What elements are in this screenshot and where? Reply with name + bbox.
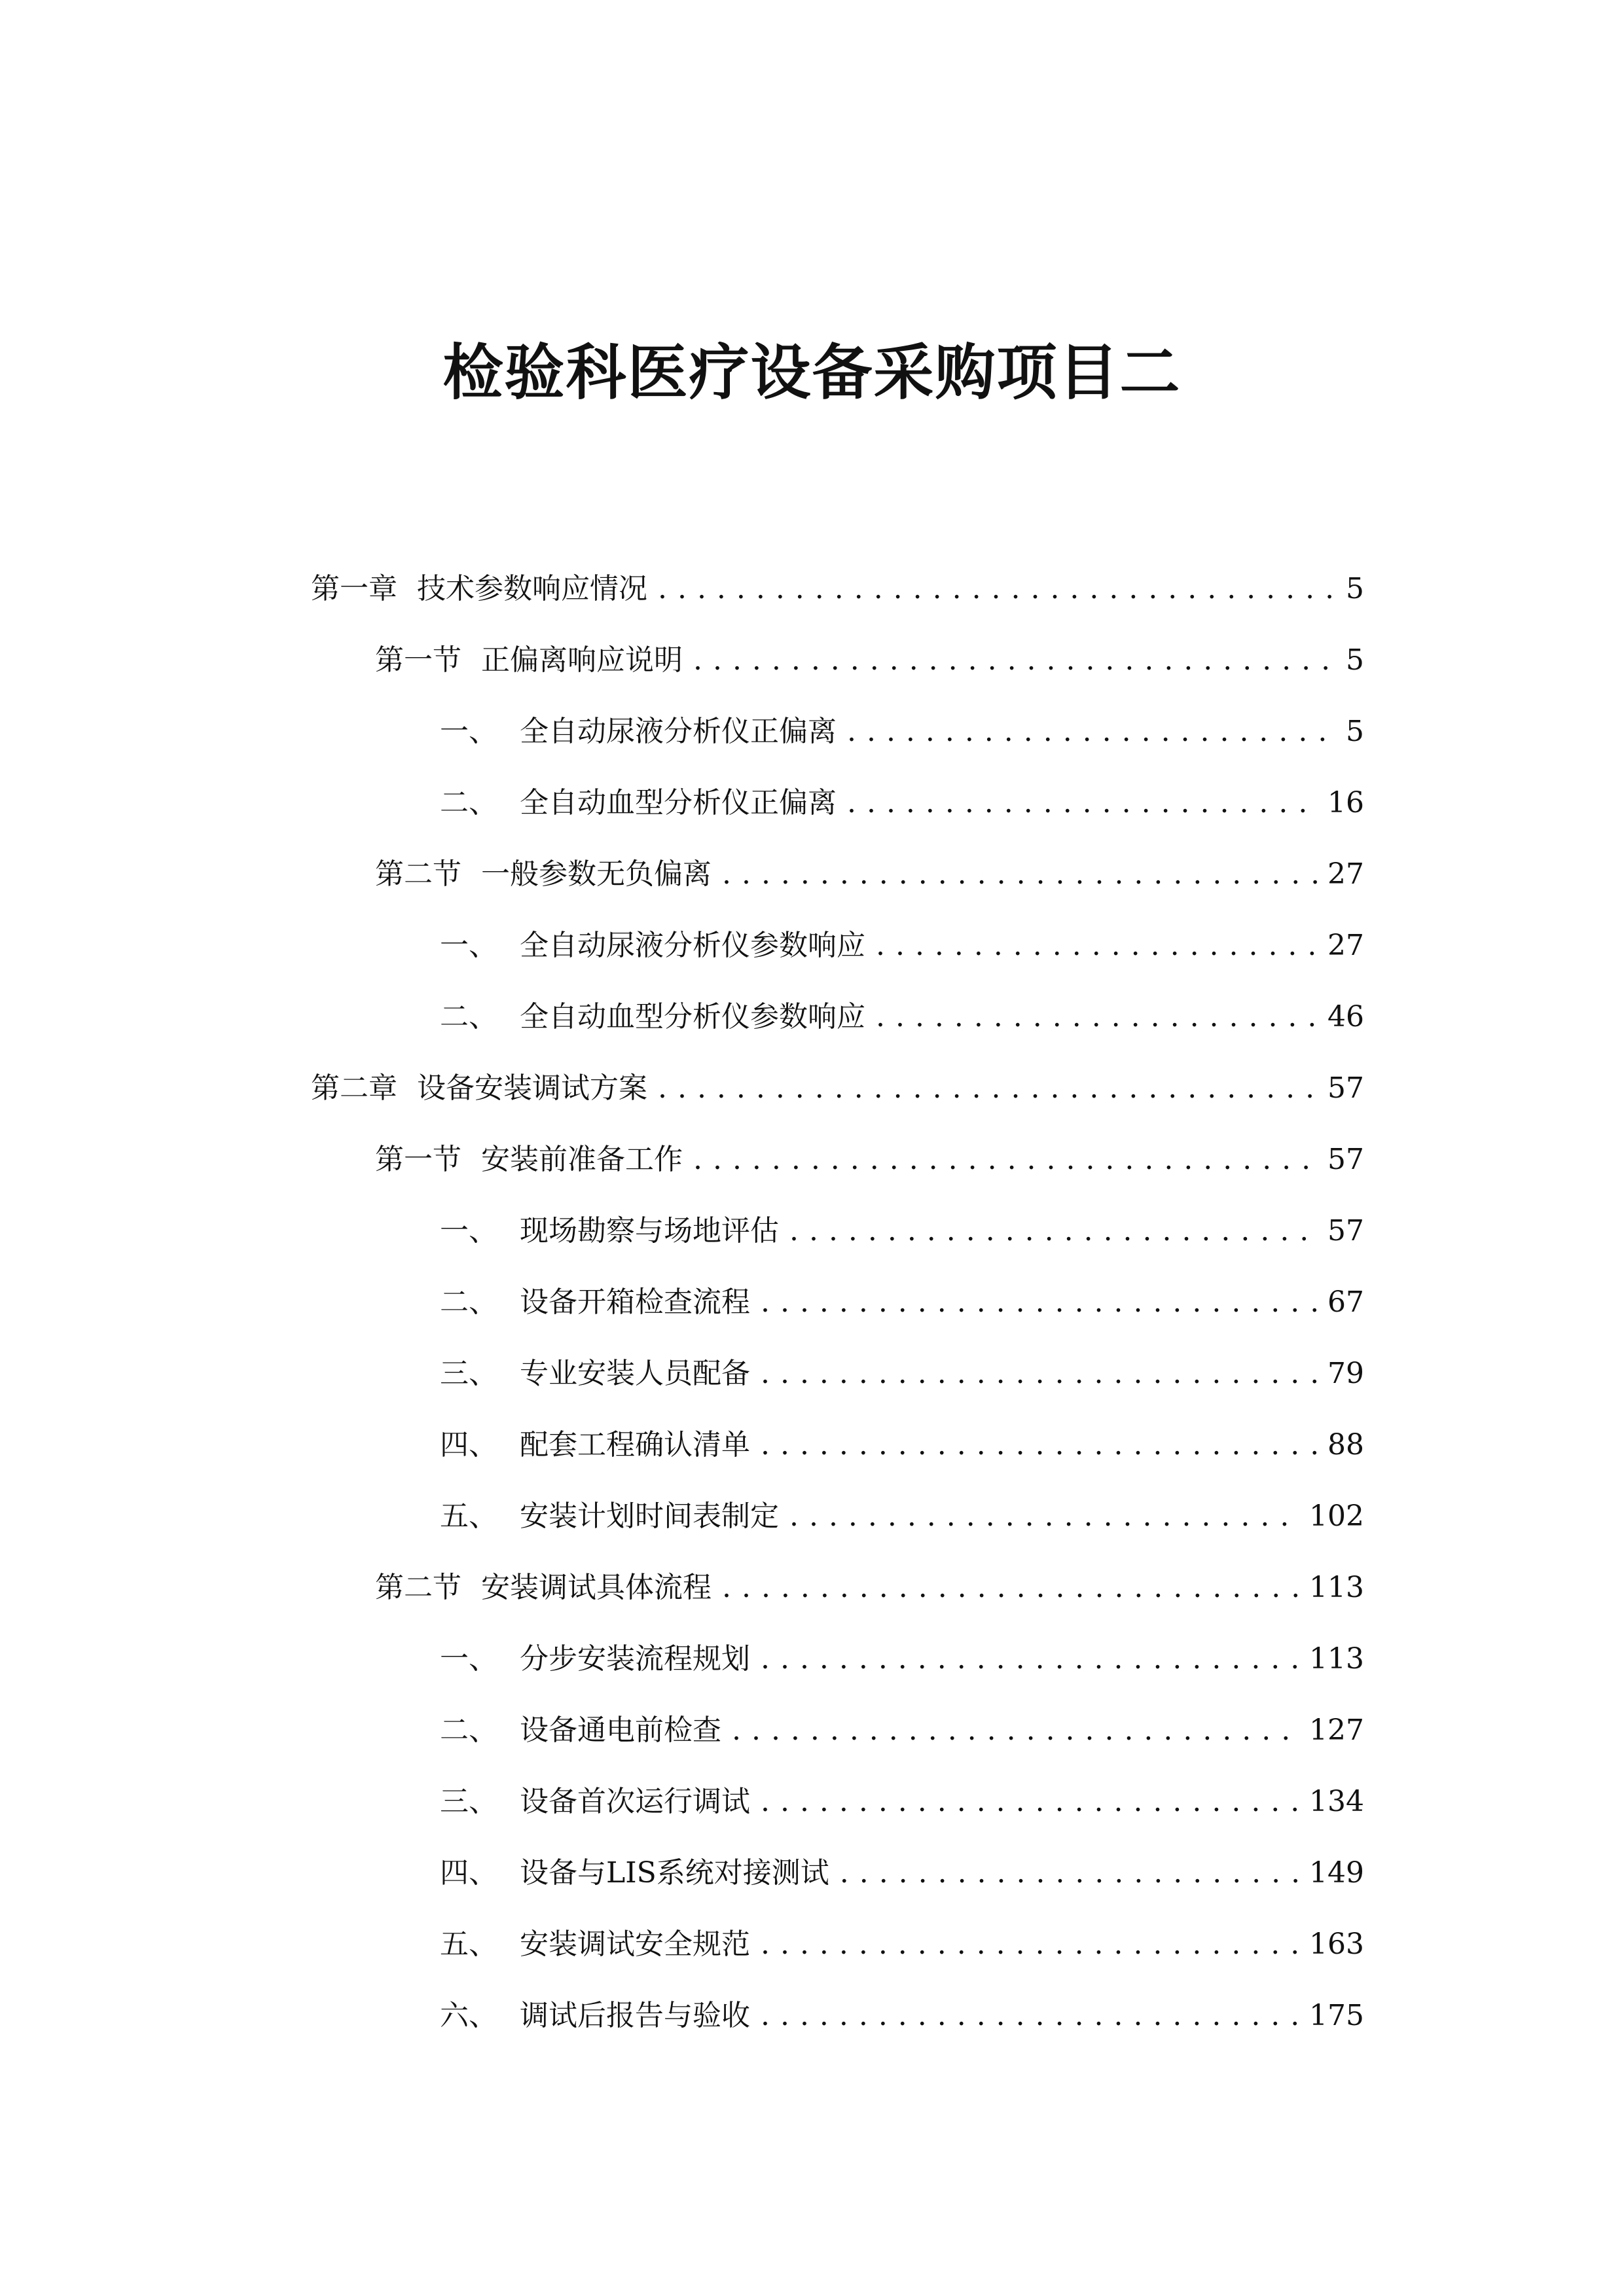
toc-entry-chapter[interactable] [311,1062,1364,1115]
toc-leader-dots [876,991,1318,1043]
toc-leader-dots [789,1205,1318,1257]
toc-entry-item[interactable] [440,920,1364,972]
document-title: 检验科医疗设备采购项目二 [442,338,1182,408]
toc-entry-item[interactable] [440,1918,1364,1971]
toc-label: 安装调试安全规范 [520,1928,750,1961]
toc-leader-dots [761,1776,1300,1828]
toc-page-number: 57 [1327,1143,1364,1176]
toc-entry-item[interactable] [440,777,1364,829]
toc-number: 二、 [440,1713,497,1747]
toc-entry-item[interactable] [440,1490,1364,1543]
toc-page-number: 27 [1327,857,1364,891]
toc-entry-section[interactable] [375,634,1364,687]
toc-leader-dots [847,706,1337,758]
toc-number: 五、 [440,1928,497,1961]
toc-page-number: 5 [1346,643,1364,677]
toc-page-number: 175 [1309,1999,1364,2032]
toc-page-number: 102 [1309,1499,1364,1533]
toc-number: 三、 [440,1357,497,1390]
toc-leader-dots [761,1918,1300,1971]
toc-leader-dots [761,1633,1300,1685]
toc-label: 调试后报告与验收 [520,1999,750,2032]
toc-entry-item[interactable] [440,1990,1364,2042]
toc-page-number: 46 [1327,1000,1364,1033]
toc-number: 第二节 [375,1571,461,1604]
toc-entry-item[interactable] [440,1205,1364,1257]
toc-page-number: 149 [1309,1856,1364,1890]
toc-leader-dots [761,1990,1300,2042]
toc-entry-item[interactable] [440,1633,1364,1685]
toc-label: 专业安装人员配备 [520,1357,750,1390]
toc-page-number: 5 [1346,572,1364,605]
toc-number: 一、 [440,715,497,748]
toc-page-number: 27 [1327,929,1364,962]
toc-page-number: 5 [1346,715,1364,748]
toc-label: 全自动尿液分析仪正偏离 [520,715,837,748]
toc-number: 第一章 [311,572,397,605]
toc-page-number: 113 [1309,1642,1364,1676]
toc-entry-section[interactable] [375,848,1364,901]
toc-number: 二、 [440,786,497,819]
toc-number: 第二章 [311,1071,397,1105]
toc-page-number: 16 [1327,786,1364,819]
toc-leader-dots [876,920,1318,972]
toc-page-number: 79 [1327,1357,1364,1390]
toc-label: 设备通电前检查 [520,1713,721,1747]
toc-page-number: 88 [1327,1428,1364,1462]
toc-label: 设备安装调试方案 [417,1071,647,1105]
toc-leader-dots [789,1490,1300,1543]
toc-page-number: 127 [1309,1713,1364,1747]
toc-number: 五、 [440,1499,497,1533]
toc-number: 四、 [440,1428,497,1462]
toc-label: 设备开箱检查流程 [520,1285,750,1319]
toc-entry-item[interactable] [440,1847,1364,1899]
toc-leader-dots [732,1704,1300,1757]
toc-leader-dots [658,563,1337,615]
toc-label: 技术参数响应情况 [417,572,647,605]
toc-number: 一、 [440,1642,497,1676]
toc-leader-dots [658,1062,1318,1115]
toc-number: 第一节 [375,1143,461,1176]
toc-page-number: 113 [1309,1571,1364,1604]
toc-entry-item[interactable] [440,1704,1364,1757]
toc-entry-chapter[interactable] [311,563,1364,615]
toc-entry-item[interactable] [440,1776,1364,1828]
toc-label: 全自动血型分析仪正偏离 [520,786,837,819]
toc-entry-item[interactable] [440,1276,1364,1329]
toc-label: 全自动血型分析仪参数响应 [520,1000,865,1033]
toc-entry-section[interactable] [375,1562,1364,1614]
toc-leader-dots [761,1419,1318,1471]
toc-number: 二、 [440,1285,497,1319]
toc-leader-dots [693,1134,1318,1186]
toc-label: 安装调试具体流程 [481,1571,712,1604]
toc-entry-item[interactable] [440,1348,1364,1400]
toc-page-number: 163 [1309,1928,1364,1961]
toc-number: 四、 [440,1856,497,1890]
toc-label: 设备与LIS系统对接测试 [520,1856,829,1890]
toc-page-number: 67 [1327,1285,1364,1319]
toc-label: 全自动尿液分析仪参数响应 [520,929,865,962]
toc-label: 分步安装流程规划 [520,1642,750,1676]
toc-number: 一、 [440,1214,497,1247]
toc-page-number: 57 [1327,1071,1364,1105]
toc-entry-item[interactable] [440,706,1364,758]
toc-leader-dots [761,1276,1318,1329]
toc-entry-section[interactable] [375,1134,1364,1186]
toc-label: 一般参数无负偏离 [481,857,712,891]
toc-number: 一、 [440,929,497,962]
toc-label: 配套工程确认清单 [520,1428,750,1462]
toc-leader-dots [761,1348,1318,1400]
toc-label: 安装前准备工作 [481,1143,683,1176]
toc-leader-dots [840,1847,1300,1899]
toc-entry-item[interactable] [440,1419,1364,1471]
toc-number: 第二节 [375,857,461,891]
toc-label: 设备首次运行调试 [520,1785,750,1818]
toc-entry-item[interactable] [440,991,1364,1043]
toc-label: 现场勘察与场地评估 [520,1214,779,1247]
toc-number: 三、 [440,1785,497,1818]
toc-number: 第一节 [375,643,461,677]
toc-label: 安装计划时间表制定 [520,1499,779,1533]
toc-leader-dots [693,634,1337,687]
toc-number: 六、 [440,1999,497,2032]
toc-leader-dots [722,848,1318,901]
toc-leader-dots [722,1562,1300,1614]
toc-label: 正偏离响应说明 [481,643,683,677]
toc-number: 二、 [440,1000,497,1033]
toc-leader-dots [847,777,1318,829]
toc-page-number: 57 [1327,1214,1364,1247]
toc-page-number: 134 [1309,1785,1364,1818]
